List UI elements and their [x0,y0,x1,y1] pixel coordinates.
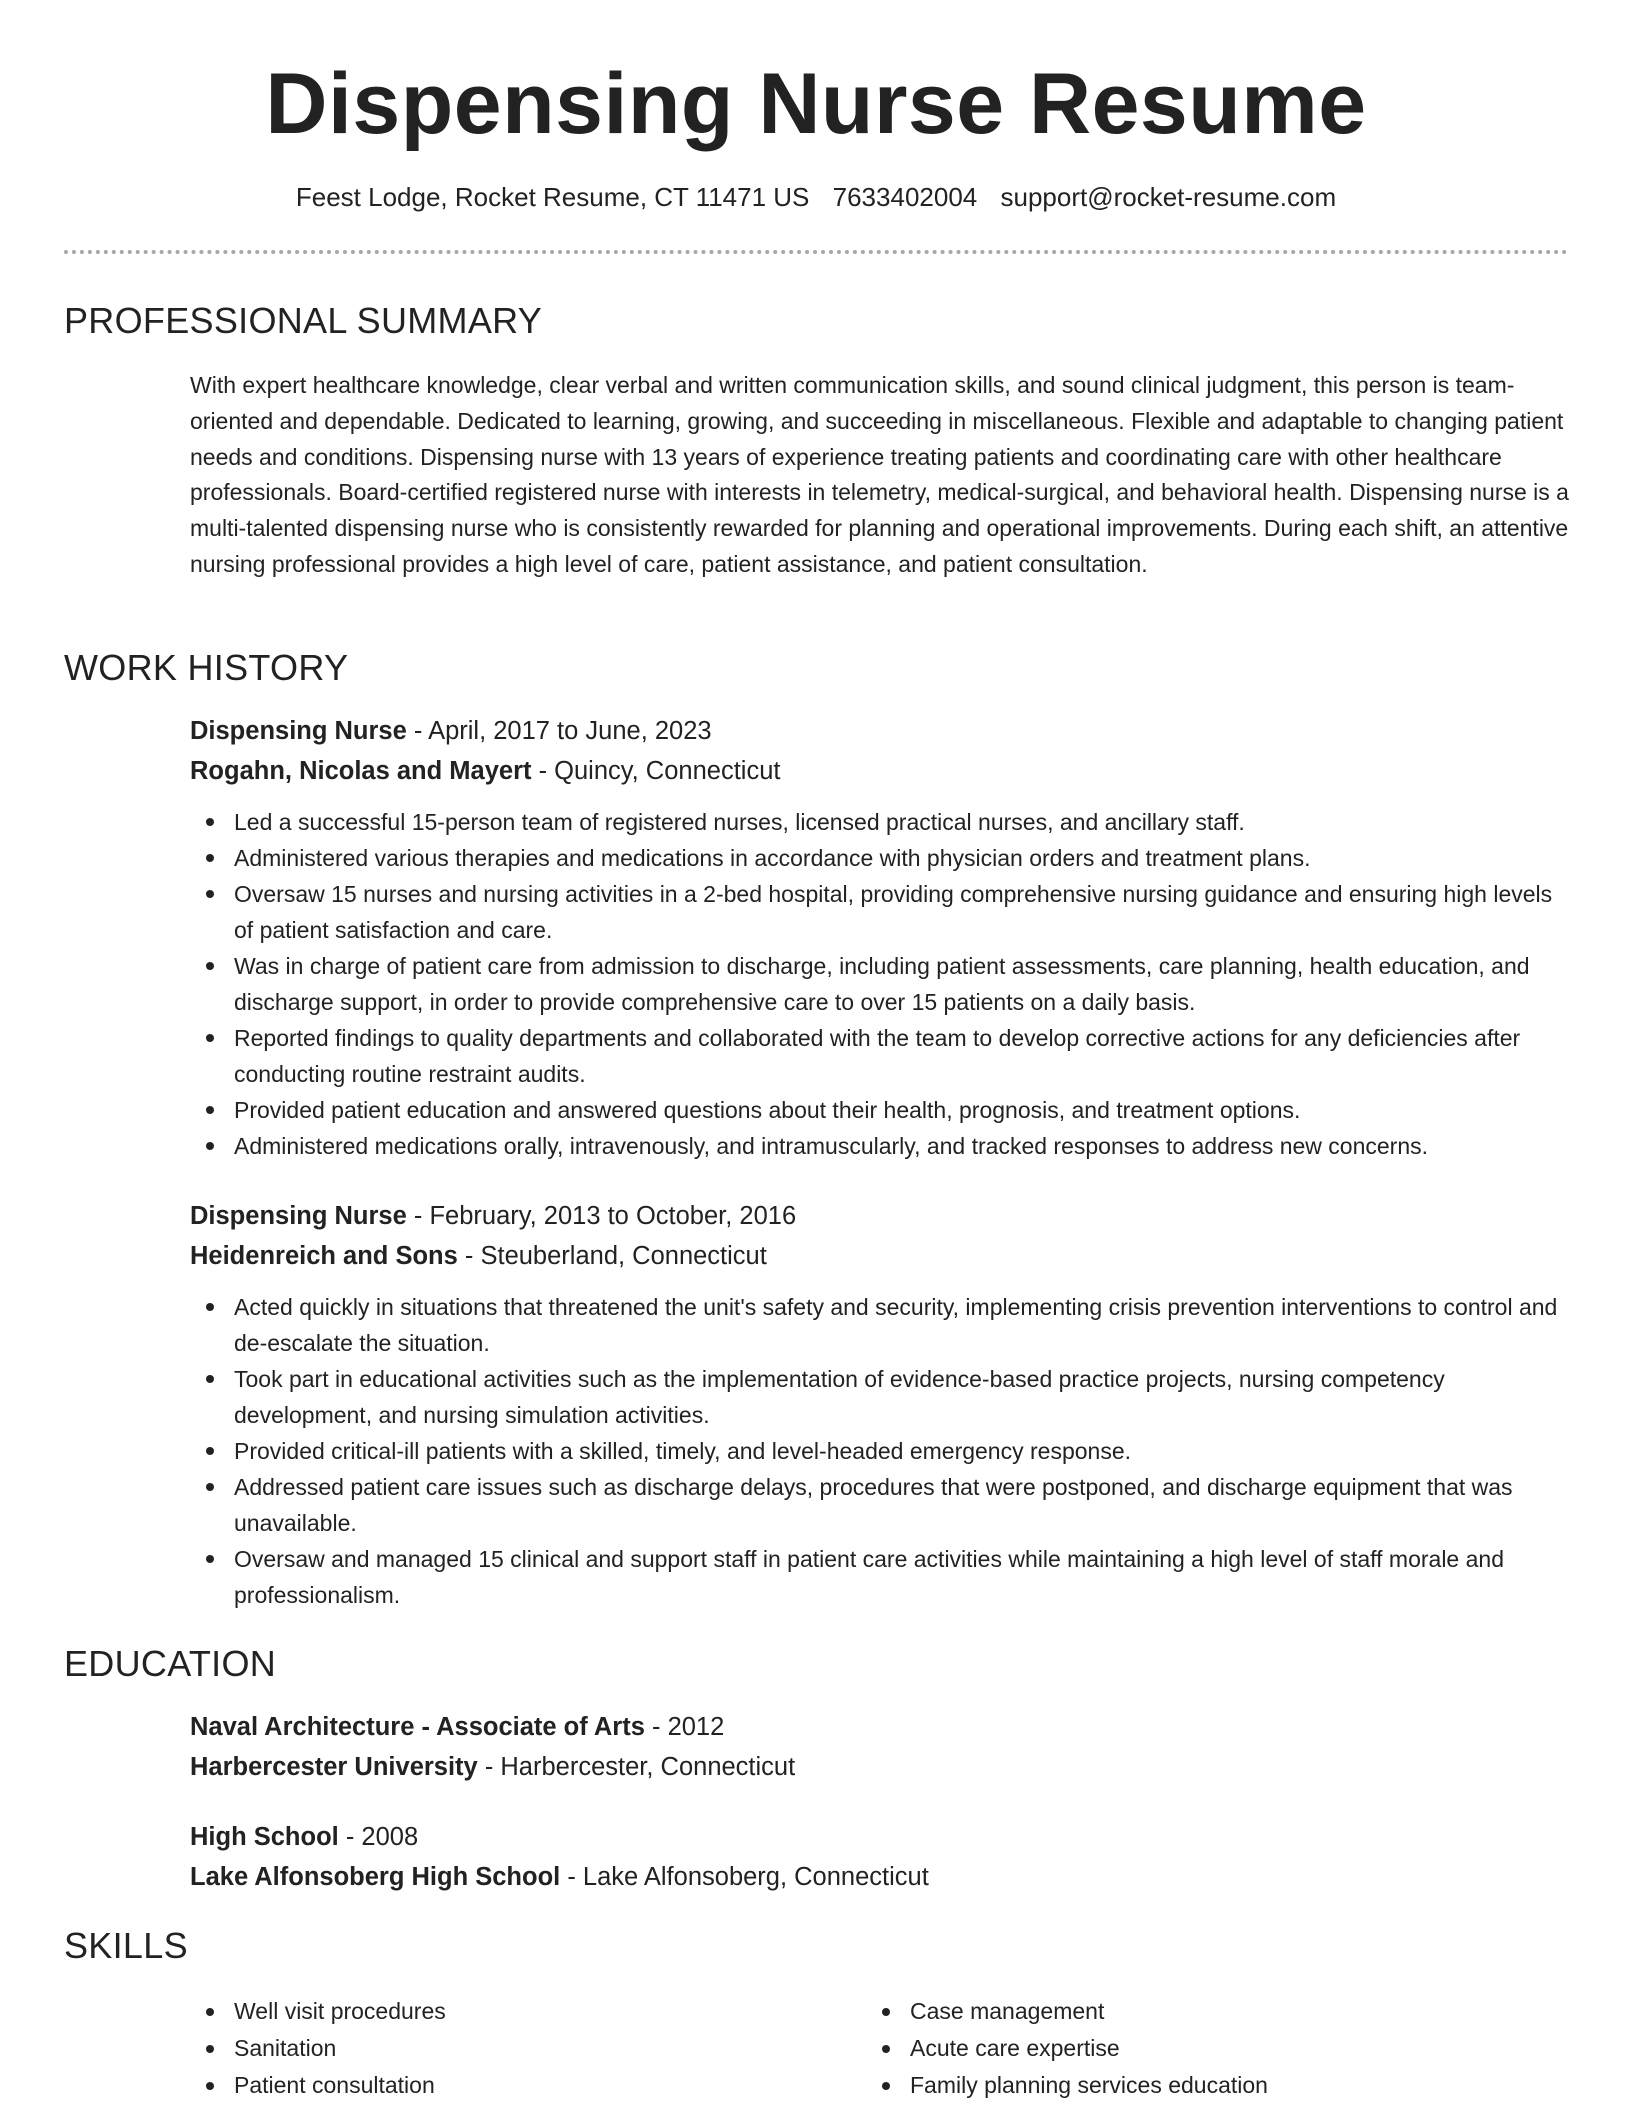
skill-item: Well visit procedures [190,1993,830,2030]
duty-item: Reported findings to quality departments and collaborated with the team to develop corrective actions for any deficiencies after conducting routine restraint audits. [190,1020,1570,1092]
education-heading: EDUCATION [64,1643,277,1684]
contact-line [0,180,1632,214]
resume-title: Dispensing Nurse Resume [265,56,1367,152]
skill-item: Acute care expertise [866,2030,1506,2067]
duty-item: Acted quickly in situations that threatened the unit's safety and security, implementing crisis prevention interventions to control and de-escalate the situation. [190,1289,1570,1361]
education-location: - Harbercester, Connecticut [477,1753,796,1781]
job-1-employer-line [190,754,780,788]
duty-item: Oversaw 15 nurses and nursing activities in a 2-bed hospital, providing comprehensive nursing guidance and ensuring high levels of patient satisfaction and care. [190,876,1570,948]
contact-phone: 7633402004 [832,182,978,212]
work-history-heading: WORK HISTORY [64,647,349,688]
education-2-school-line [190,1860,929,1894]
education-school: Lake Alfonsoberg High School [190,1863,561,1891]
skills-list-left [190,1993,830,2104]
duty-item: Addressed patient care issues such as discharge delays, procedures that were postponed, and discharge equipment that was unavailable. [190,1469,1570,1541]
duty-item: Administered medications orally, intravenously, and intramuscularly, and tracked responses to address new concerns. [190,1128,1570,1164]
skill-item: Patient consultation [190,2067,830,2104]
contact-email: support@rocket-resume.com [1000,182,1337,212]
duty-item: Led a successful 15-person team of registered nurses, licensed practical nurses, and ancillary staff. [190,804,1570,840]
duty-item: Provided patient education and answered questions about their health, prognosis, and treatment options. [190,1092,1570,1128]
education-2-degree-line [190,1820,418,1854]
education-degree: High School [190,1823,339,1851]
job-dates: - April, 2017 to June, 2023 [406,717,712,745]
education-year: - 2008 [338,1823,419,1851]
job-1-duties [190,804,1570,1164]
job-employer: Heidenreich and Sons [190,1242,458,1270]
job-title: Dispensing Nurse [190,1202,407,1230]
job-2-duties [190,1289,1570,1613]
duty-item: Provided critical-ill patients with a skilled, timely, and level-headed emergency response. [190,1433,1570,1469]
skills-list-right [866,1993,1506,2104]
skill-item: Case management [866,1993,1506,2030]
education-year: - 2012 [644,1713,725,1741]
job-2-title-line [190,1199,796,1233]
education-location: - Lake Alfonsoberg, Connecticut [560,1863,929,1891]
education-1-degree-line [190,1710,724,1744]
job-title: Dispensing Nurse [190,717,407,745]
summary-text: With expert healthcare knowledge, clear verbal and written communication skills, and sound clinical judgment, this person is team-oriented and dependable. Dedicated to learning, growing, and succeeding in miscellaneous. Flexible and adaptable to changing patient needs and conditions. Dispensing nurse with 13 years of experience treating patients and coordinating care with other healthcare professionals. Board-certified registered nurse with interests in telemetry, medical-surgical, and behavioral health. Dispensing nurse is a multi-talented dispensing nurse who is consistently rewarded for planning and operational improvements. During each shift, an attentive nursing professional provides a high level of care, patient assistance, and patient consultation. [190,372,1569,577]
header-divider [64,250,1568,254]
education-school: Harbercester University [190,1753,478,1781]
job-location: - Quincy, Connecticut [531,757,781,785]
summary-heading: PROFESSIONAL SUMMARY [64,300,543,341]
job-employer: Rogahn, Nicolas and Mayert [190,757,532,785]
job-dates: - February, 2013 to October, 2016 [406,1202,797,1230]
job-location: - Steuberland, Connecticut [457,1242,767,1270]
duty-item: Administered various therapies and medications in accordance with physician orders and treatment plans. [190,840,1570,876]
education-1-school-line [190,1750,795,1784]
job-2-employer-line [190,1239,767,1273]
duty-item: Oversaw and managed 15 clinical and support staff in patient care activities while maintaining a high level of staff morale and professionalism. [190,1541,1570,1613]
skill-item: Sanitation [190,2030,830,2067]
duty-item: Took part in educational activities such as the implementation of evidence-based practice projects, nursing competency development, and nursing simulation activities. [190,1361,1570,1433]
job-1-title-line [190,714,712,748]
duty-item: Was in charge of patient care from admission to discharge, including patient assessments, care planning, health education, and discharge support, in order to provide comprehensive care to over 15 patients on a daily basis. [190,948,1570,1020]
skills-heading: SKILLS [64,1925,188,1966]
skill-item: Family planning services education [866,2067,1506,2104]
contact-address: Feest Lodge, Rocket Resume, CT 11471 US [295,182,810,212]
education-degree: Naval Architecture - Associate of Arts [190,1713,645,1741]
